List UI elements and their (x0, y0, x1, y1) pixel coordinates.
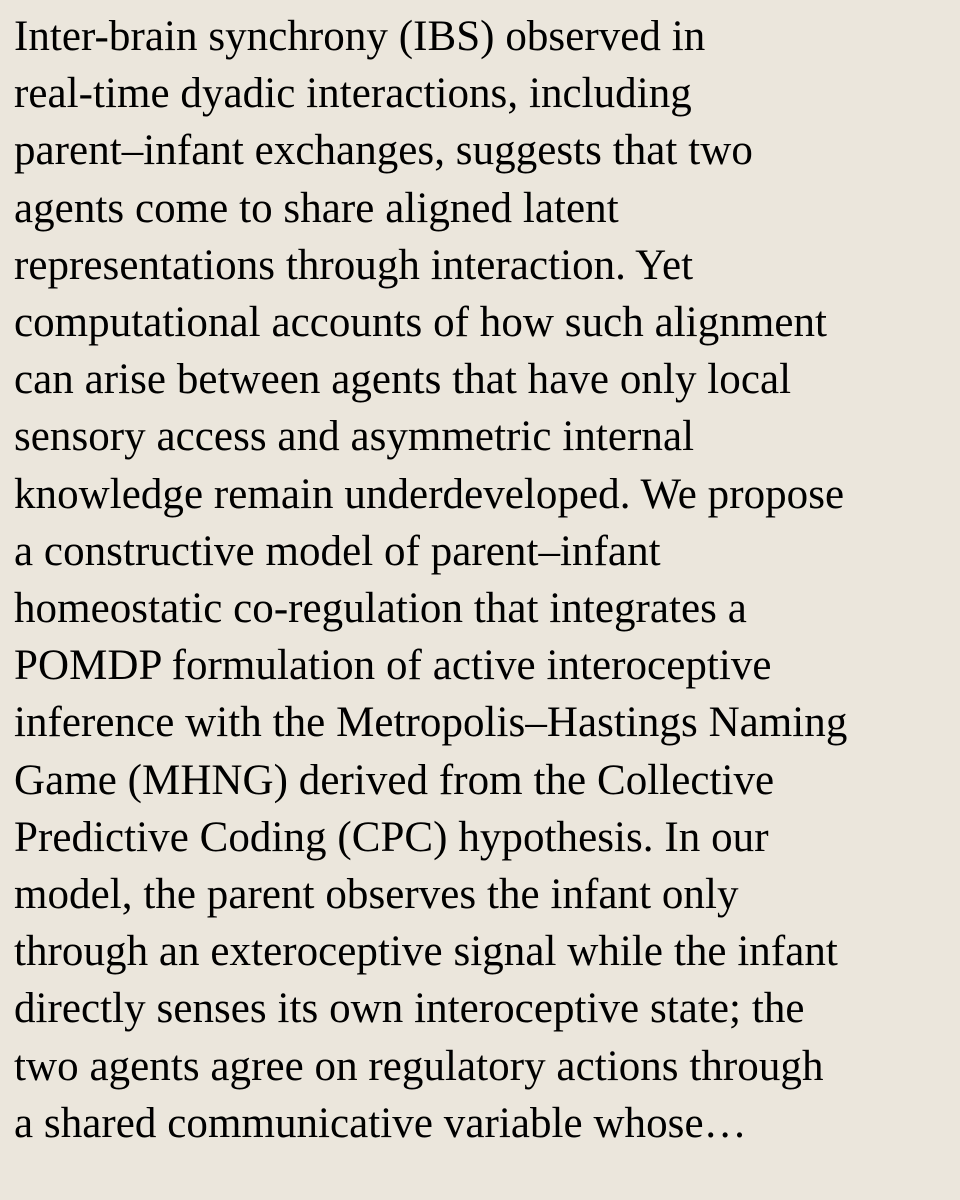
abstract-line-9: knowledge remain underdeveloped. We propose (14, 470, 845, 518)
abstract-line-3: parent–infant exchanges, suggests that two (14, 127, 753, 175)
abstract-line-17: through an exteroceptive signal while the infant (14, 928, 838, 976)
abstract-line-11: homeostatic co-regulation that integrates a (14, 585, 747, 633)
abstract-line-16: model, the parent observes the infant only (14, 871, 739, 919)
abstract-line-5: representations through interaction. Yet (14, 241, 694, 289)
abstract-line-4: agents come to share aligned latent (14, 184, 619, 232)
abstract-line-12: POMDP formulation of active interoceptive (14, 642, 772, 690)
abstract-line-10: a constructive model of parent–infant (14, 527, 661, 575)
abstract-line-18: directly senses its own interoceptive state; the (14, 985, 805, 1033)
abstract-line-8: sensory access and asymmetric internal (14, 413, 695, 461)
abstract-line-14: Game (MHNG) derived from the Collective (14, 756, 775, 804)
abstract-line-1: Inter-brain synchrony (IBS) observed in (14, 13, 706, 60)
abstract-line-20: a shared communicative variable whose… (14, 1099, 747, 1147)
abstract-line-13: inference with the Metropolis–Hastings Naming (14, 699, 848, 747)
abstract-line-2: real-time dyadic interactions, including (14, 70, 692, 118)
abstract-text (14, 8, 946, 1152)
abstract-line-15: Predictive Coding (CPC) hypothesis. In our (14, 813, 769, 861)
abstract-line-6: computational accounts of how such alignment (14, 299, 828, 347)
abstract-line-7: can arise between agents that have only local (14, 356, 792, 404)
abstract-line-19: two agents agree on regulatory actions through (14, 1042, 824, 1090)
